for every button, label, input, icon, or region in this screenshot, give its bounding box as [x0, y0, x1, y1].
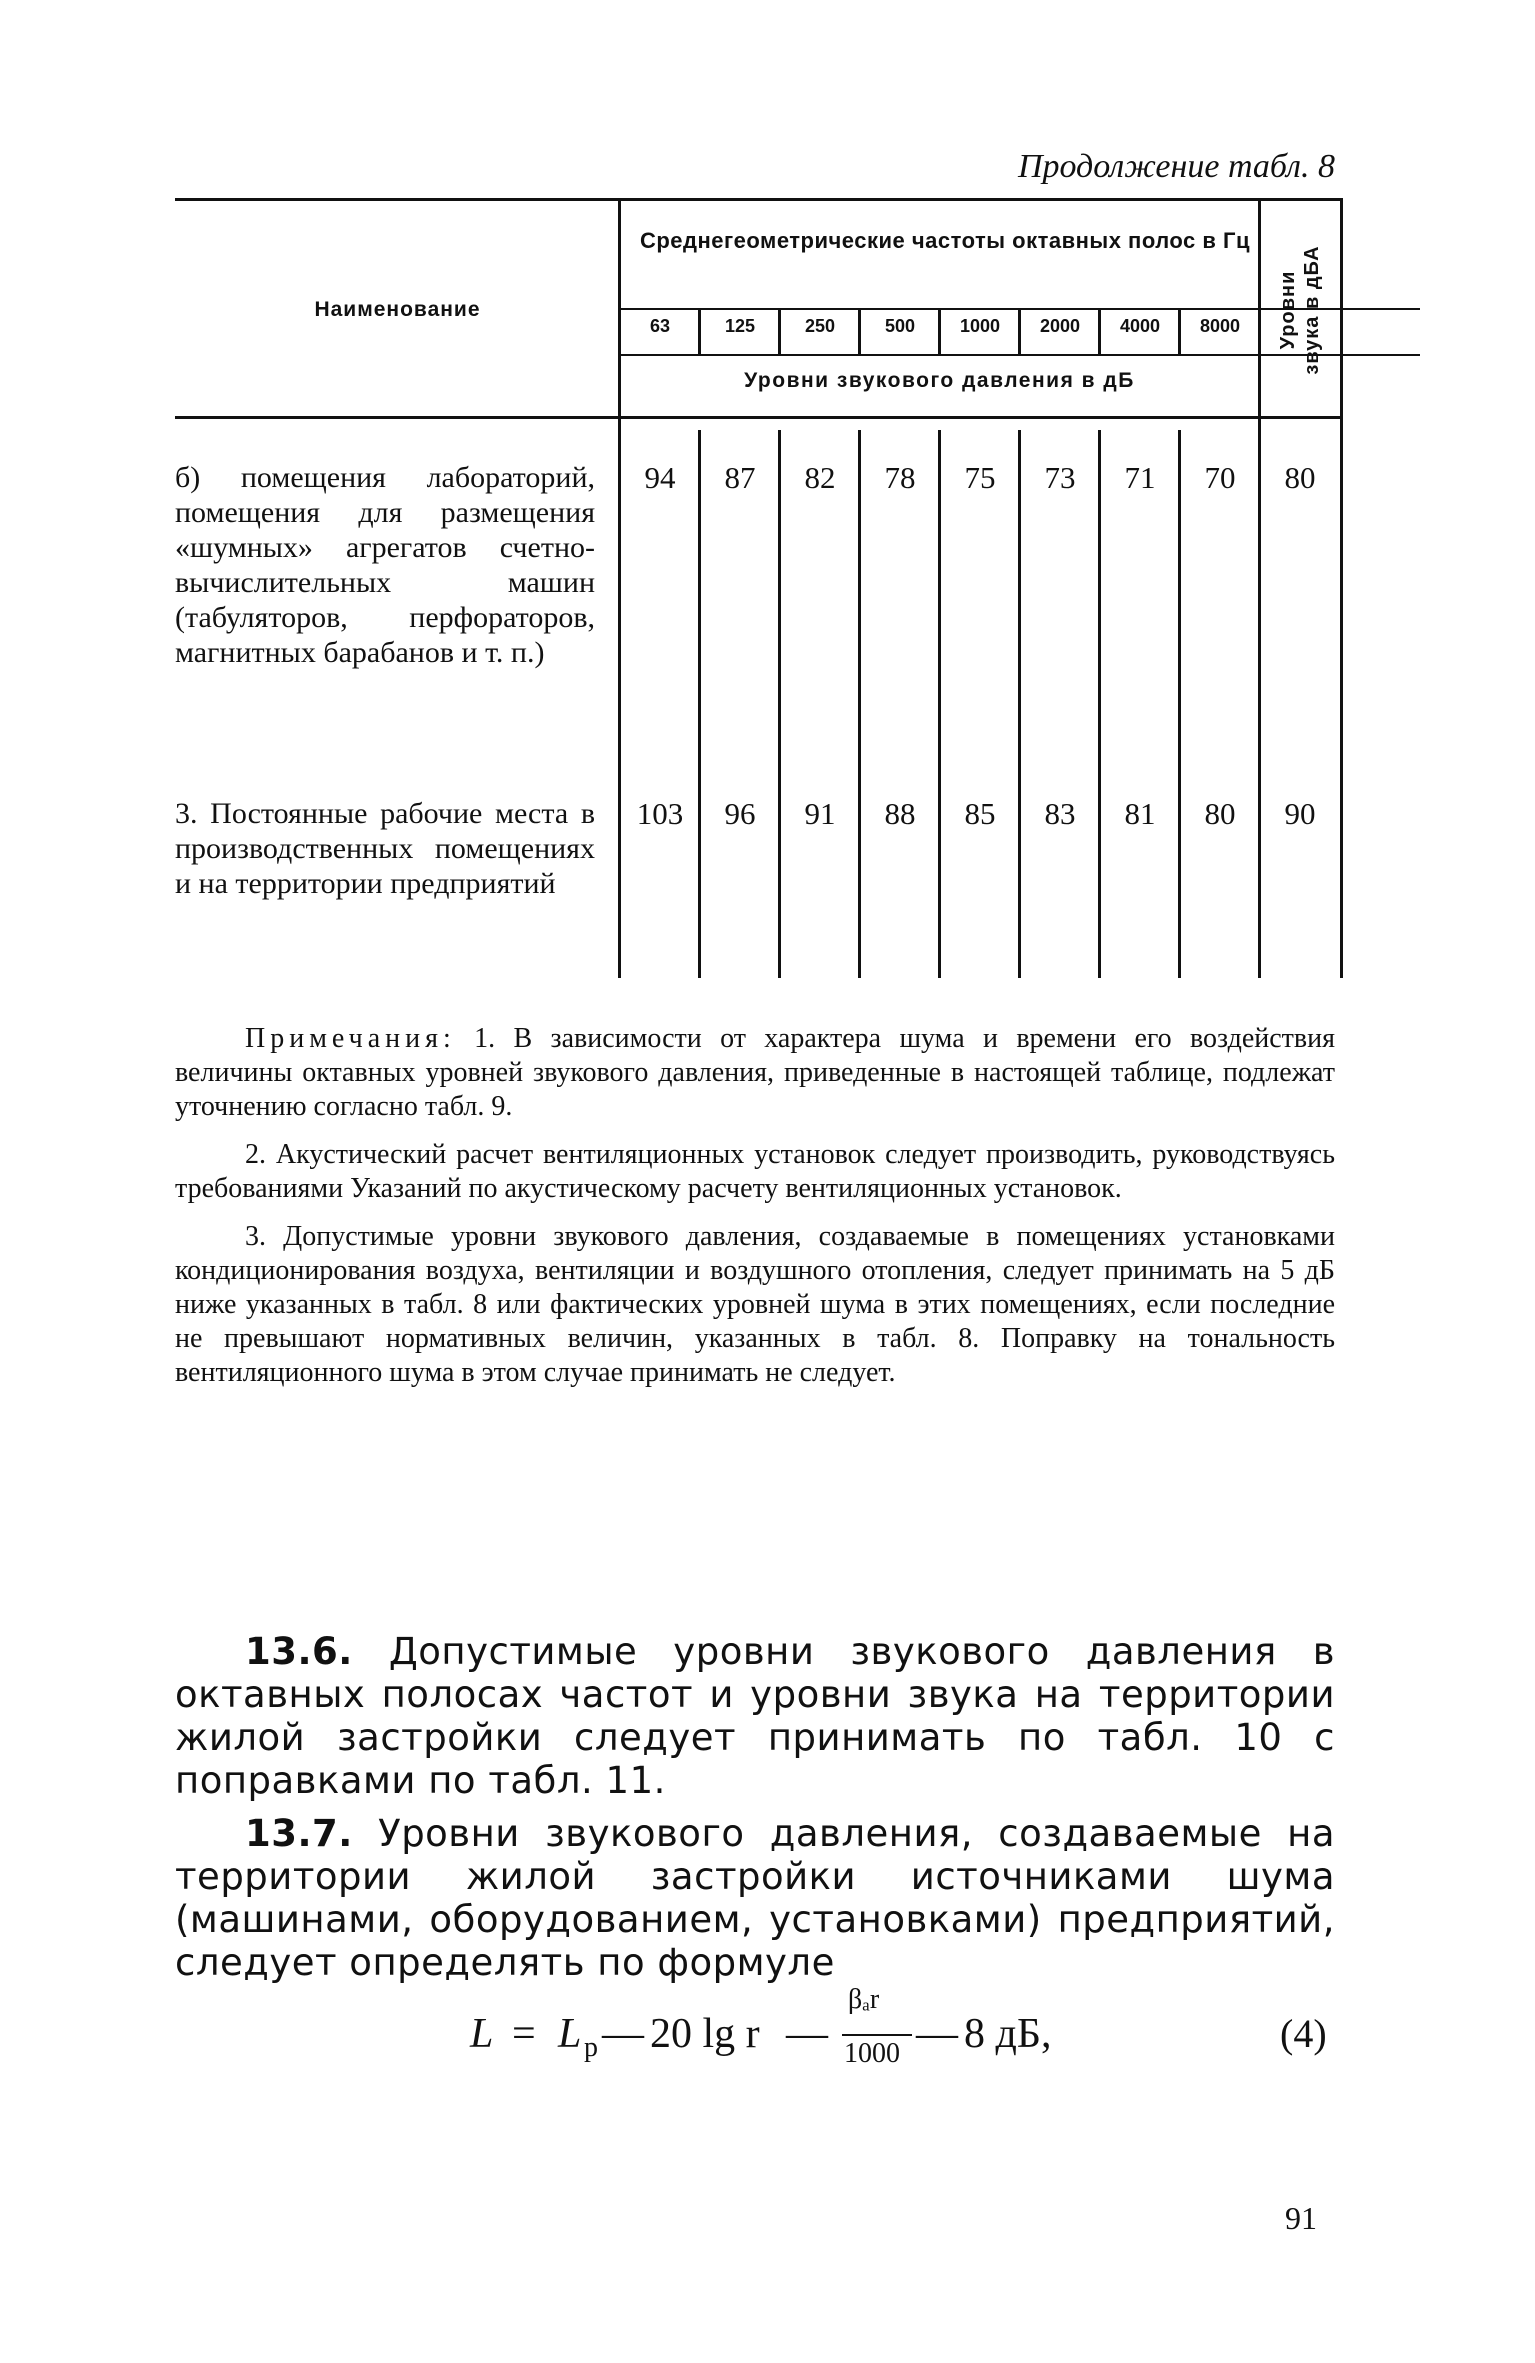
- formula-number: (4): [1280, 2011, 1327, 2056]
- notes: [175, 1022, 1335, 1404]
- cell-value: 80: [1204, 796, 1236, 831]
- freq-250: 250: [804, 316, 836, 336]
- formula-minus: —: [916, 2011, 958, 2057]
- freq-8000: 8000: [1199, 316, 1241, 336]
- col-divider: [1340, 198, 1343, 978]
- freq-2000: 2000: [1039, 316, 1081, 336]
- formula-fraction-denominator: 1000: [844, 2038, 900, 2069]
- section-13-7-text: Уровни звукового давления, создаваемые на территории жилой застройки источниками шума (машинами, оборудованием, установками) предприятий, следует определять по формуле: [175, 1812, 1335, 1984]
- col-divider: [698, 430, 701, 978]
- formula-lp-sub: р: [584, 2032, 598, 2063]
- cell-value: 94: [644, 460, 676, 495]
- col-divider: [1018, 430, 1021, 978]
- freq-1000: 1000: [959, 316, 1001, 336]
- col-name-header: Наименование: [314, 298, 481, 321]
- notes-label: Примечания:: [245, 1023, 456, 1054]
- freq-title-header: Среднегеометрические частоты октавных полос в Гц: [639, 228, 1251, 253]
- sound-level-header: Уровни звука в дБА: [1277, 245, 1323, 375]
- cell-value: 82: [804, 460, 836, 495]
- freq-63: 63: [649, 316, 671, 336]
- section-13-6: [175, 1630, 1335, 1802]
- sound-level-value: 90: [1284, 796, 1316, 831]
- formula-eq: =: [512, 2011, 536, 2057]
- cell-value: 71: [1124, 460, 1156, 495]
- freq-500: 500: [884, 316, 916, 336]
- levels-label: Уровни звукового давления в дБ: [744, 369, 1135, 392]
- formula-term-8db: 8 дБ,: [964, 2011, 1052, 2057]
- section-13-6-paragraph: [175, 1630, 1335, 1802]
- cell-value: 91: [804, 796, 836, 831]
- col-divider: [1178, 430, 1181, 978]
- page-number: 91: [1285, 2200, 1317, 2236]
- cell-value: 96: [724, 796, 756, 831]
- col-divider: [858, 430, 861, 978]
- freq-4000: 4000: [1119, 316, 1161, 336]
- cell-value: 81: [1124, 796, 1156, 831]
- formula-term-20lgr: 20 lg r: [650, 2011, 760, 2057]
- cell-value: 85: [964, 796, 996, 831]
- col-divider: [938, 430, 941, 978]
- row-name: 3. Постоянные рабочие места в производственных помещениях и на территории предприятий: [175, 797, 595, 900]
- formula-minus: —: [602, 2011, 644, 2057]
- col-divider: [1098, 430, 1101, 978]
- freq-125: 125: [724, 316, 756, 336]
- row-name: б) помещения лабораторий, помещения для размещения «шумных» агрегатов счетно-вычислительных машин (табуляторов, перфораторов, магнитных барабанов и т. п.): [175, 461, 595, 669]
- note-1-text: 1. В зависимости от характера шума и времени его воздействия величины октавных уровней звукового давления, приведенные в настоящей таблице, подлежат уточнению согласно табл. 9.: [175, 1023, 1336, 1122]
- section-13-7: [175, 1812, 1335, 1984]
- cell-value: 103: [636, 796, 684, 831]
- cell-value: 78: [884, 460, 916, 495]
- noise-table: [175, 198, 1345, 978]
- col-divider: [1258, 198, 1261, 978]
- formula-lp: L: [558, 2011, 582, 2057]
- formula-lhs: L: [470, 2011, 494, 2057]
- formula-minus: —: [786, 2011, 828, 2057]
- sound-level-value: 80: [1284, 460, 1316, 495]
- cell-value: 88: [884, 796, 916, 831]
- formula-fraction-bar: [842, 2034, 912, 2036]
- cell-value: 83: [1044, 796, 1076, 831]
- table-top-rule: [175, 198, 1340, 201]
- cell-value: 75: [964, 460, 996, 495]
- note-1: [175, 1022, 1335, 1124]
- section-13-7-number: 13.7.: [245, 1812, 353, 1855]
- cell-value: 70: [1204, 460, 1236, 495]
- continuation-heading: Продолжение табл. 8: [1017, 148, 1335, 185]
- section-13-6-number: 13.6.: [245, 1630, 353, 1673]
- note-2: 2. Акустический расчет вентиляционных установок следует производить, руководствуясь требованиями Указаний по акустическому расчету вентиляционных установок.: [175, 1139, 1335, 1204]
- cell-value: 87: [724, 460, 756, 495]
- formula: [470, 1984, 1052, 2100]
- formula-fraction-numerator: βₐr: [848, 1984, 880, 2015]
- section-13-6-text: Допустимые уровни звукового давления в октавных полосах частот и уровни звука на территории жилой застройки следует принимать по табл. 10 с поправками по табл. 11.: [175, 1630, 1336, 1802]
- cell-value: 73: [1044, 460, 1076, 495]
- note-3: 3. Допустимые уровни звукового давления, создаваемые в помещениях установками кондиционирования воздуха, вентиляции и воздушного отопления, следует принимать на 5 дБ ниже указанных в табл. 8 или фактических уровней шума в этих помещениях, если последние не превышают нормативных величин, указанных в табл. 8. Поправку на тональность вентиляционного шума в этом случае принимать не следует.: [175, 1221, 1335, 1388]
- header-bottom-rule: [175, 416, 1340, 419]
- section-13-7-paragraph: [175, 1812, 1335, 1984]
- col-divider: [778, 430, 781, 978]
